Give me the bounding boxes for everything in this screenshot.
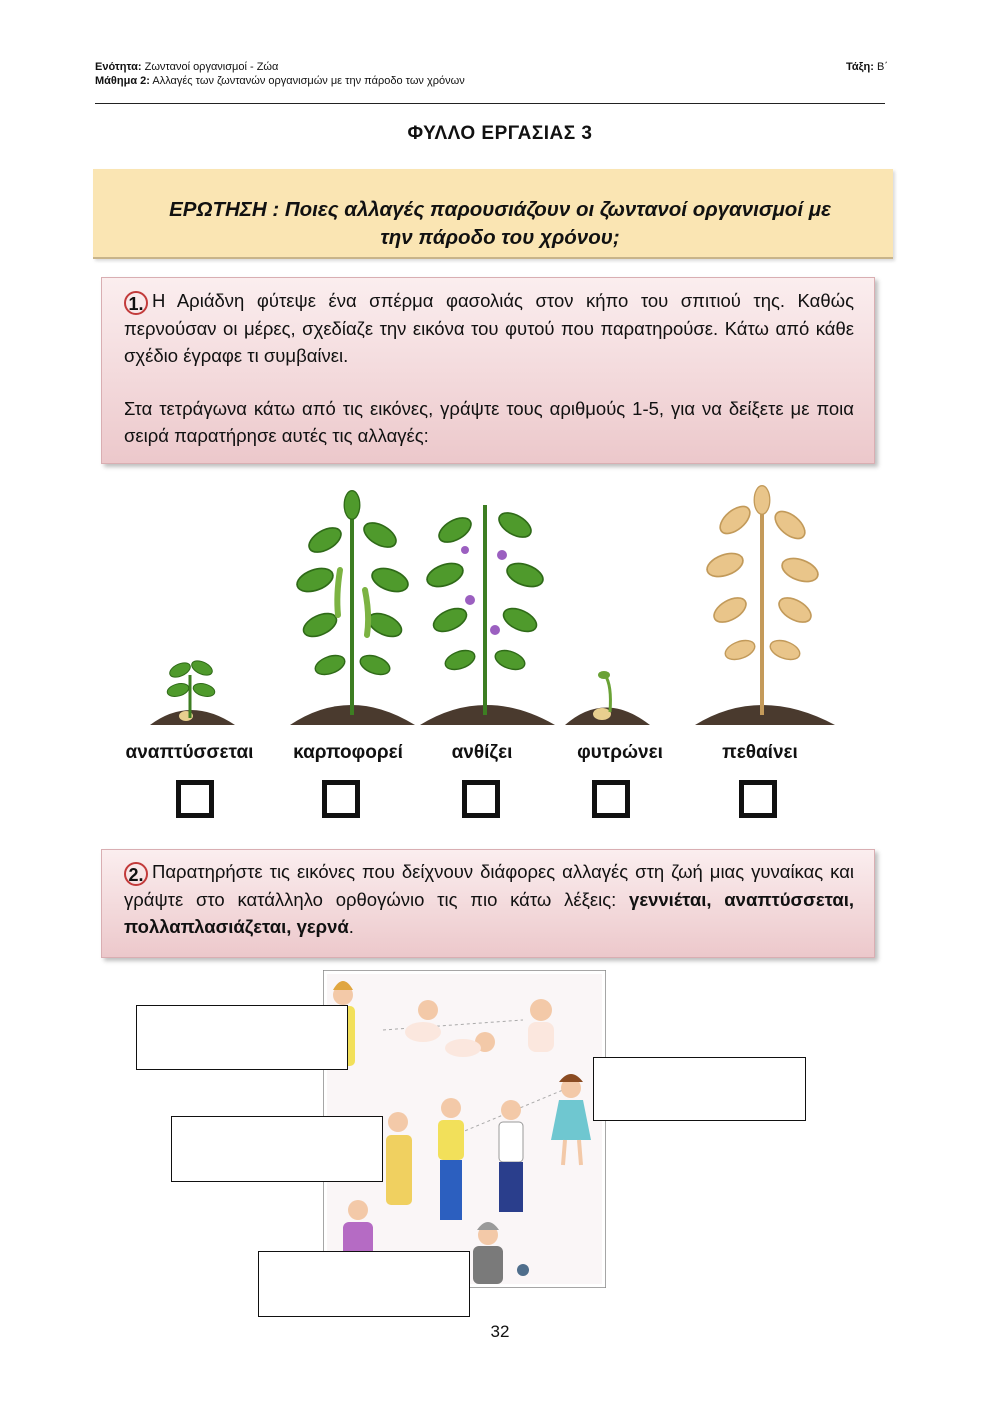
question-text [113, 196, 887, 252]
order-box-3[interactable] [462, 780, 500, 818]
task2-number: 2. [124, 862, 148, 886]
lesson-line [95, 75, 465, 88]
stage-label-5: πεθαίνει [722, 742, 798, 763]
lesson-value: Αλλαγές των ζωντανών οργανισμών με την πάροδο των χρόνων [152, 75, 465, 87]
order-box-1[interactable] [176, 780, 214, 818]
question-line-1: ΕΡΩΤΗΣΗ : Ποιες αλλαγές παρουσιάζουν οι ζωντανοί οργανισμοί με [169, 198, 831, 221]
task2-words: γεννιέται, αναπτύσσεται, πολλαπλασιάζεται, γερνά [124, 889, 855, 937]
plant-growing [150, 658, 235, 725]
task2-paragraph [124, 858, 854, 940]
class-value: Β΄ [877, 61, 888, 73]
stage-label-2: καρποφορεί [293, 742, 403, 763]
unit-line [95, 61, 278, 74]
stage-label-4: φυτρώνει [577, 742, 663, 763]
task2-period: . [348, 916, 354, 937]
answer-box-3[interactable] [171, 1116, 383, 1182]
answer-box-4[interactable] [258, 1251, 470, 1317]
plant-dying [695, 486, 835, 725]
order-box-4[interactable] [592, 780, 630, 818]
stage-label-3: ανθίζει [451, 742, 513, 763]
header-divider [95, 103, 885, 104]
page-number: 32 [490, 1322, 510, 1341]
unit-label: Ενότητα: [95, 61, 142, 73]
answer-box-1[interactable] [136, 1005, 348, 1070]
order-box-5[interactable] [739, 780, 777, 818]
class-label: Τάξη: [845, 61, 874, 73]
plant-flowering [420, 505, 555, 725]
task1-box [101, 277, 875, 464]
class-line [846, 61, 888, 74]
plant-stages-illustration [100, 480, 880, 730]
order-box-2[interactable] [322, 780, 360, 818]
task1-number: 1. [124, 291, 148, 315]
worksheet-title: ΦΥΛΛΟ ΕΡΓΑΣΙΑΣ 3 [407, 123, 593, 144]
stage-label-1: αναπτύσσεται [125, 742, 254, 763]
question-line-2: την πάροδο του χρόνου; [380, 226, 620, 249]
task2-text: Παρατηρήστε τις εικόνες που δείχνουν διάφορες αλλαγές στη ζωή μιας γυναίκας και γράψτε στο κατάλληλο ορθογώνιο τις πιο κάτω λέξεις: [124, 861, 854, 910]
question-box [93, 169, 893, 259]
task1-text-1: Η Αριάδνη φύτεψε ένα σπέρμα φασολιάς στον κήπο του σπιτιού της. Καθώς περνούσαν οι μέρες, σχεδίαζε την εικόνα του φυτού που παρατηρούσε. Κάτω από κάθε σχέδιο έγραφε τι συμβαίνει. [124, 290, 854, 366]
answer-box-2[interactable] [593, 1057, 806, 1121]
task2-box [101, 849, 875, 958]
task1-paragraph-2: Στα τετράγωνα κάτω από τις εικόνες, γράψτε τους αριθμούς 1-5, για να δείξετε με ποια σειρά παρατήρησε αυτές τις αλλαγές: [124, 398, 854, 446]
plant-fruiting [290, 491, 415, 725]
plant-sprouting [565, 671, 650, 725]
task1-paragraph-1 [124, 287, 854, 369]
unit-value: Ζωντανοί οργανισμοί - Ζώα [144, 61, 279, 73]
lesson-label: Μάθημα 2: [95, 75, 150, 87]
